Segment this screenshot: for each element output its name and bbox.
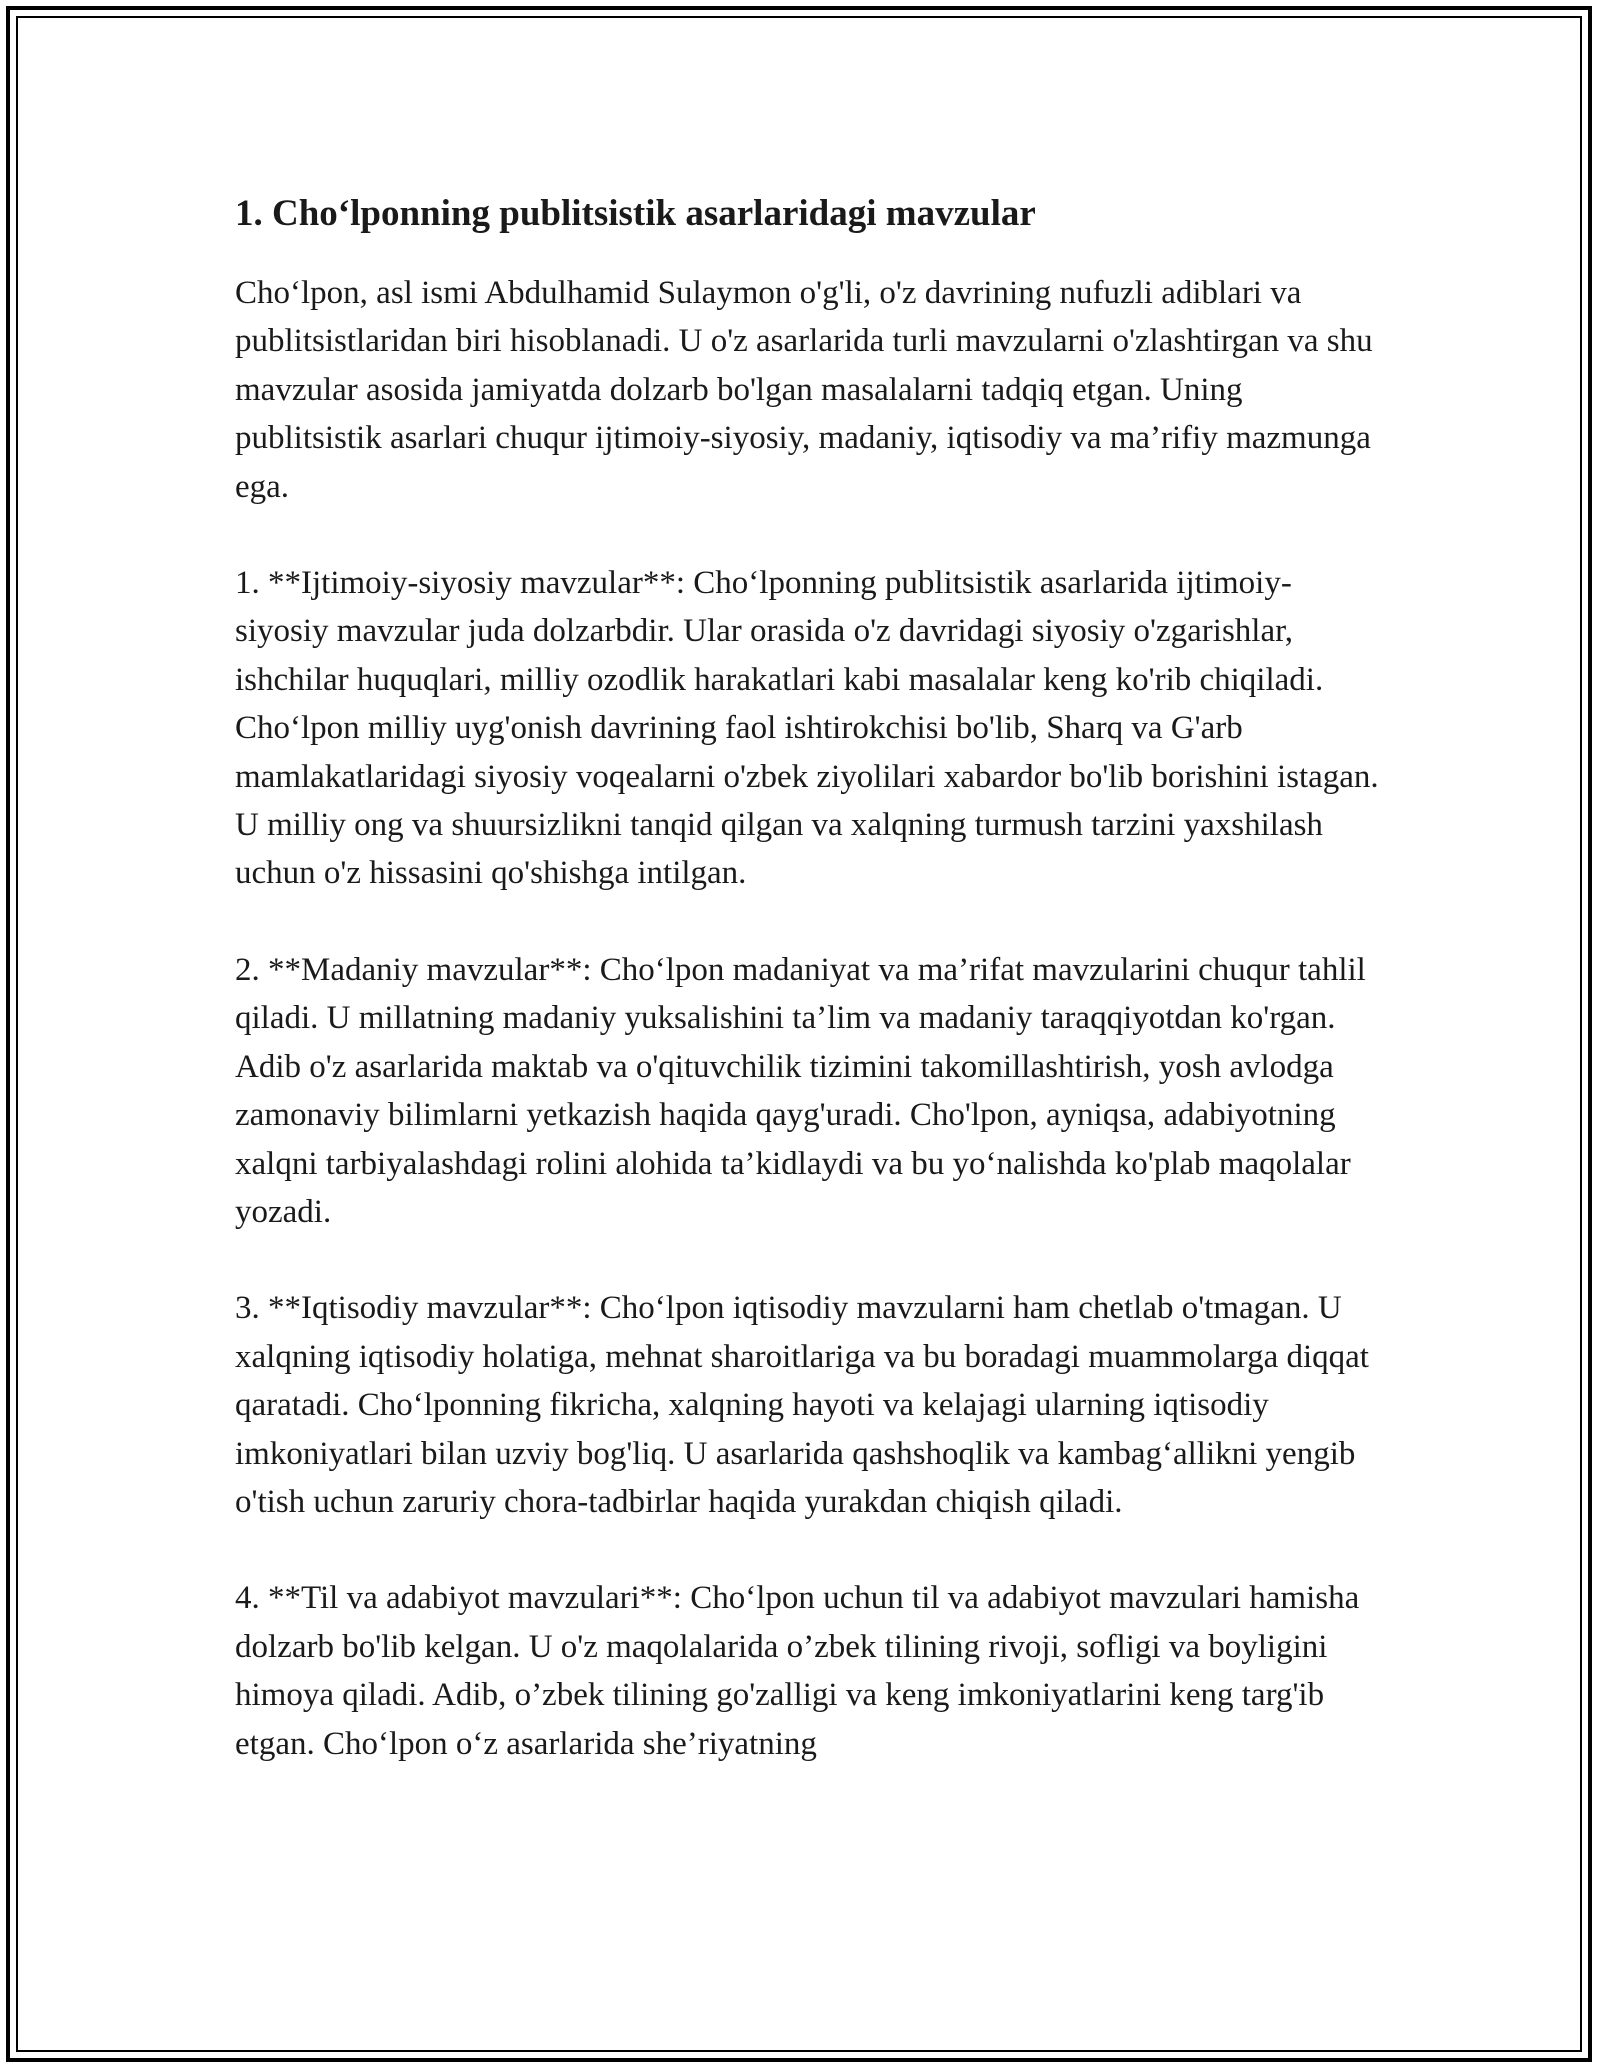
paragraph-economic: 3. **Iqtisodiy mavzular**: Cho‘lpon iqtisodiy mavzularni ham chetlab o'tmagan. U xalqning iqtisodiy holatiga, mehnat sharoitlariga va bu boradagi muammolarga diqqat qaratadi. Cho‘lponning fikricha, xalqning hayoti va kelajagi ularning iqtisodiy imkoniyatlari bilan uzviy bog'liq. U asarlarida qashshoqlik va kambag‘allikni yengib o'tish uchun zaruriy chora-tadbirlar haqida yurakdan chiqish qiladi. <box>235 1290 1369 1520</box>
document-title: 1. Cho‘lponning publitsistik asarlaridagi mavzular <box>235 193 1036 234</box>
paragraph-cultural: 2. **Madaniy mavzular**: Cho‘lpon madaniyat va ma’rifat mavzularini chuqur tahlil qiladi. U millatning madaniy yuksalishini ta’lim va madaniy taraqqiyotdan ko'rgan. Adib o'z asarlarida maktab va o'qituvchilik tizimini takomillashtirish, yosh avlodga zamonaviy bilimlarni yetkazish haqida qayg'uradi. Cho'lpon, ayniqsa, adabiyotning xalqni tarbiyalashdagi rolini alohida ta’kidlaydi va bu yo‘nalishda ko'plab maqolalar yozadi. <box>235 951 1366 1230</box>
paragraph-social-political: 1. **Ijtimoiy-siyosiy mavzular**: Cho‘lponning publitsistik asarlarida ijtimoiy-siyosiy mavzular juda dolzarbdir. Ular orasida o'z davridagi siyosiy o'zgarishlar, ishchilar huquqlari, milliy ozodlik harakatlari kabi masalalar keng ko'rib chiqiladi. Cho‘lpon milliy uyg'onish davrining faol ishtirokchisi bo'lib, Sharq va G'arb mamlakatlaridagi siyosiy voqealarni o'zbek ziyolilari xabardor bo'lib borishini istagan. U milliy ong va shuursizlikni tanqid qilgan va xalqning turmush tarzini yaxshilash uchun o'z hissasini qo'shishga intilgan. <box>235 565 1379 892</box>
paragraph-language-literature: 4. **Til va adabiyot mavzulari**: Cho‘lpon uchun til va adabiyot mavzulari hamisha dolzarb bo'lib kelgan. U o'z maqolalarida o’zbek tilining rivoji, sofligi va boyligini himoya qiladi. Adib, o’zbek tilining go'zalligi va keng imkoniyatlarini keng targ'ib etgan. Cho‘lpon o‘z asarlarida she’riyatning <box>235 1580 1360 1762</box>
document-body <box>235 185 1380 1816</box>
paragraph-intro: Cho‘lpon, asl ismi Abdulhamid Sulaymon o'g'li, o'z davrining nufuzli adiblari va publitsistlaridan biri hisoblanadi. U o'z asarlarida turli mavzularni o'zlashtirgan va shu mavzular asosida jamiyatda dolzarb bo'lgan masalalarni tadqiq etgan. Uning publitsistik asarlari chuqur ijtimoiy-siyosiy, madaniy, iqtisodiy va ma’rifiy mazmunga ega. <box>235 275 1373 505</box>
